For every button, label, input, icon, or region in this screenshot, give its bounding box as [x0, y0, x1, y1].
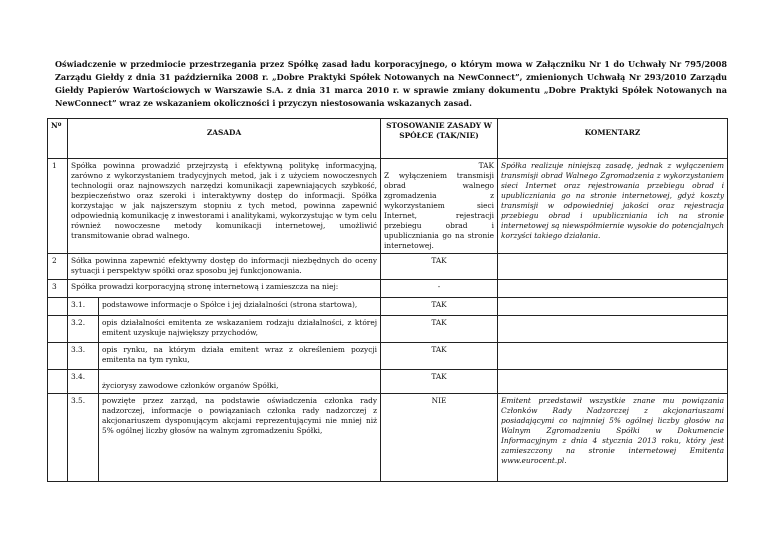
table-row: [48, 159, 728, 254]
row-komentarz: Spółka realizuje niniejszą zasadę, jednak z wyłączeniem transmisji obrad Walnego Zgromadzenia z wykorzystaniem sieci Internet oraz rejestrowania przebiegu obrad i upubliczniania go na stronie internetowej, gdyż koszty transmisji w odpowiedniej jakości oraz rejestracja przebiegu obrad i upubliczniania ich na stronie internetowej są niewspółmiernie wysokie do potencjalnych korzyści takiego działania.: [498, 159, 728, 254]
row-komentarz: [498, 298, 728, 316]
row-number-empty: [48, 316, 68, 343]
row-stosowanie: TAK: [381, 370, 498, 394]
header-nr: Nº: [48, 119, 68, 159]
row-stosowanie: TAK: [381, 254, 498, 280]
table-header-row: [48, 119, 728, 159]
row-zasada: Spółka powinna prowadzić przejrzystą i efektywną politykę informacyjną, zarówno z wykorzystaniem tradycyjnych metod, jak i z użyciem nowoczesnych technologii oraz najnowszych narzędzi komunikacji zapewniających szybkość, bezpieczeństwo oraz szeroki i interaktywny dostęp do informacji. Spółka korzystając w jak najszerszym stopniu z tych metod, powinna zapewnić odpowiednią komunikację z inwestorami i analitykami, wykorzystując w tym celu również nowoczesne metody komunikacji internetowej, umożliwić transmitowanie obrad walnego.: [68, 159, 381, 254]
row-number-empty: [48, 394, 68, 482]
table-subrow: [48, 343, 728, 370]
row-stosowanie: TAK: [381, 343, 498, 370]
row-komentarz: [498, 316, 728, 343]
header-komentarz: KOMENTARZ: [498, 119, 728, 159]
subrow-number: 3.3.: [68, 343, 99, 370]
table-subrow: [48, 394, 728, 482]
row-komentarz: [498, 370, 728, 394]
table-row: [48, 254, 728, 280]
row-zasada: powzięte przez zarząd, na podstawie oświadczenia członka rady nadzorczej, informacje o powiązaniach członka rady nadzorczej z akcjonariuszem dysponującym akcjami reprezentującymi nie mniej niż 5% ogólnej liczby głosów na walnym zgromadzeniu Spółki,: [99, 394, 381, 482]
row-number: 1: [48, 159, 68, 254]
row-number: 3: [48, 280, 68, 298]
table-subrow: [48, 370, 728, 394]
row-komentarz: Emitent przedstawił wszystkie znane mu powiązania Członków Rady Nadzorczej z akcjonariuszami posiadającymi co najmniej 5% ogólnej liczby głosów na Walnym Zgromadzeniu Spółki w Dokumencie Informacyjnym z dnia 4 stycznia 2013 roku, który jest zamieszczony na stronie internetowej Emitenta www.eurocent.pl.: [498, 394, 728, 482]
document-intro: Oświadczenie w przedmiocie przestrzegania przez Spółkę zasad ładu korporacyjnego, o którym mowa w Załączniku Nr 1 do Uchwały Nr 795/2008 Zarządu Giełdy z dnia 31 października 2008 r. „Dobre Praktyki Spółek Notowanych na NewConnect”, zmienionych Uchwałą Nr 293/2010 Zarządu Giełdy Papierów Wartościowych w Warszawie S.A. z dnia 31 marca 2010 r. w sprawie zmiany dokumentu „Dobre Praktyki Spółek Notowanych na NewConnect” wraz ze wskazaniem okoliczności i przyczyn niestosowania wskazanych zasad.: [55, 59, 727, 108]
row-number-empty: [48, 343, 68, 370]
subrow-number: 3.2.: [68, 316, 99, 343]
row-zasada: Spółka prowadzi korporacyjną stronę internetową i zamieszcza na niej:: [68, 280, 381, 298]
subrow-number: 3.5.: [68, 394, 99, 482]
row-zasada: podstawowe informacje o Spółce i jej działalności (strona startowa),: [99, 298, 381, 316]
row-number-empty: [48, 370, 68, 394]
table-row: [48, 280, 728, 298]
table-subrow: [48, 316, 728, 343]
stosowanie-note: Z wyłączeniem transmisji obrad walnego zgromadzenia z wykorzystaniem sieci Internet, rejestracji przebiegu obrad i upubliczniania go na stronie internetowej.: [384, 171, 495, 250]
row-number: 2: [48, 254, 68, 280]
row-stosowanie: TAK: [381, 316, 498, 343]
header-stosowanie: STOSOWANIE ZASADY W SPÓŁCE (TAK/NIE): [381, 119, 498, 159]
row-komentarz: [498, 280, 728, 298]
row-zasada: Sółka powinna zapewnić efektywny dostęp do informacji niezbędnych do oceny sytuacji i perspektyw spółki oraz sposobu jej funkcjonowania.: [68, 254, 381, 280]
table-subrow: [48, 298, 728, 316]
subrow-number: 3.1.: [68, 298, 99, 316]
row-zasada: opis rynku, na którym działa emitent wraz z określeniem pozycji emitenta na tym rynku,: [99, 343, 381, 370]
row-number-empty: [48, 298, 68, 316]
row-komentarz: [498, 343, 728, 370]
governance-table: [47, 118, 728, 482]
row-stosowanie: TAK: [381, 298, 498, 316]
row-zasada: życiorysy zawodowe członków organów Spółki,: [99, 370, 381, 394]
row-stosowanie: NIE: [381, 394, 498, 482]
row-zasada: opis działalności emitenta ze wskazaniem rodzaju działalności, z której emitent uzyskuje największy przychodów,: [99, 316, 381, 343]
stosowanie-value: TAK: [478, 161, 495, 170]
row-stosowanie: [381, 159, 498, 254]
row-stosowanie: -: [381, 280, 498, 298]
row-komentarz: [498, 254, 728, 280]
header-zasada: ZASADA: [68, 119, 381, 159]
subrow-number: 3.4.: [68, 370, 99, 394]
